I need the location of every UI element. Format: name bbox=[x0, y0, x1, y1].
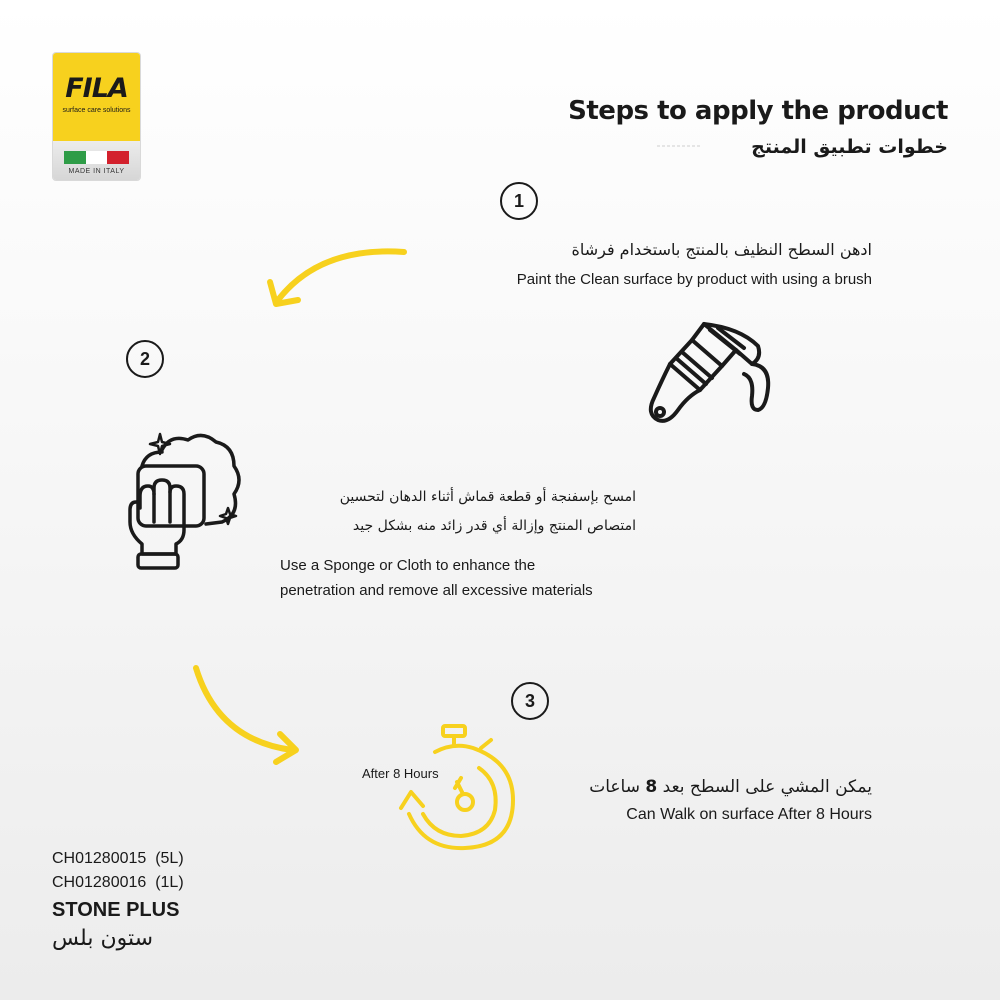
product-name: STONE PLUS bbox=[52, 899, 180, 921]
title-underline-decoration bbox=[655, 140, 705, 150]
step-3-number: 3 bbox=[511, 682, 549, 720]
product-code-1l bbox=[52, 874, 184, 892]
logo-yellow-panel bbox=[53, 53, 140, 141]
logo-made-in-panel bbox=[53, 141, 140, 180]
step-2-text-english-line-1: Use a Sponge or Cloth to enhance the bbox=[280, 557, 536, 574]
step-3-text-arabic bbox=[589, 777, 872, 797]
step-2-text-english-line-2: penetration and remove all excessive materials bbox=[280, 582, 593, 599]
italy-flag-icon bbox=[64, 151, 129, 164]
flag-stripe-green bbox=[64, 151, 86, 164]
step-3-arabic-hours-number: 8 bbox=[645, 777, 658, 797]
step-1-text-arabic: ادهن السطح النظيف بالمنتج باستخدام فرشاة bbox=[571, 240, 872, 259]
step-2-number: 2 bbox=[126, 340, 164, 378]
arrow-step-2-to-3 bbox=[188, 660, 308, 770]
brand-logo bbox=[53, 53, 140, 180]
step-3-arabic-prefix: يمكن المشي على السطح بعد bbox=[662, 777, 872, 797]
logo-tagline: surface care solutions bbox=[62, 107, 131, 114]
product-size-1l: (1L) bbox=[155, 874, 184, 891]
step-1-text-english: Paint the Clean surface by product with using a brush bbox=[516, 271, 872, 288]
glove-sponge-icon bbox=[122, 430, 252, 575]
step-3-text-english: Can Walk on surface After 8 Hours bbox=[626, 806, 872, 823]
flag-stripe-red bbox=[107, 151, 129, 164]
stopwatch-icon bbox=[395, 722, 525, 854]
flag-stripe-white bbox=[86, 151, 108, 164]
product-code-5l bbox=[52, 850, 184, 868]
made-in-italy-label: MADE IN ITALY bbox=[68, 168, 125, 175]
paint-brush-icon bbox=[640, 318, 790, 438]
page-title: Steps to apply the product bbox=[568, 96, 948, 126]
product-name-arabic: ستون بلس bbox=[52, 926, 154, 951]
page-title-arabic: خطوات تطبيق المنتج bbox=[751, 136, 948, 158]
step-2-text-arabic-line-1: امسح بإسفنجة أو قطعة قماش أثناء الدهان لتحسين bbox=[339, 489, 636, 505]
arrow-step-1-to-2 bbox=[260, 238, 420, 318]
step-1-number: 1 bbox=[500, 182, 538, 220]
product-code-1l-value: CH01280016 bbox=[52, 874, 147, 891]
product-code-5l-value: CH01280015 bbox=[52, 850, 147, 867]
logo-brand-mark: FILA bbox=[65, 73, 128, 104]
timer-label: After 8 Hours bbox=[362, 766, 439, 781]
step-2-text-arabic-line-2: امتصاص المنتج وإزالة أي قدر زائد منه بشكل جيد bbox=[352, 518, 636, 534]
step-3-arabic-suffix: ساعات bbox=[589, 777, 640, 797]
product-size-5l: (5L) bbox=[155, 850, 184, 867]
